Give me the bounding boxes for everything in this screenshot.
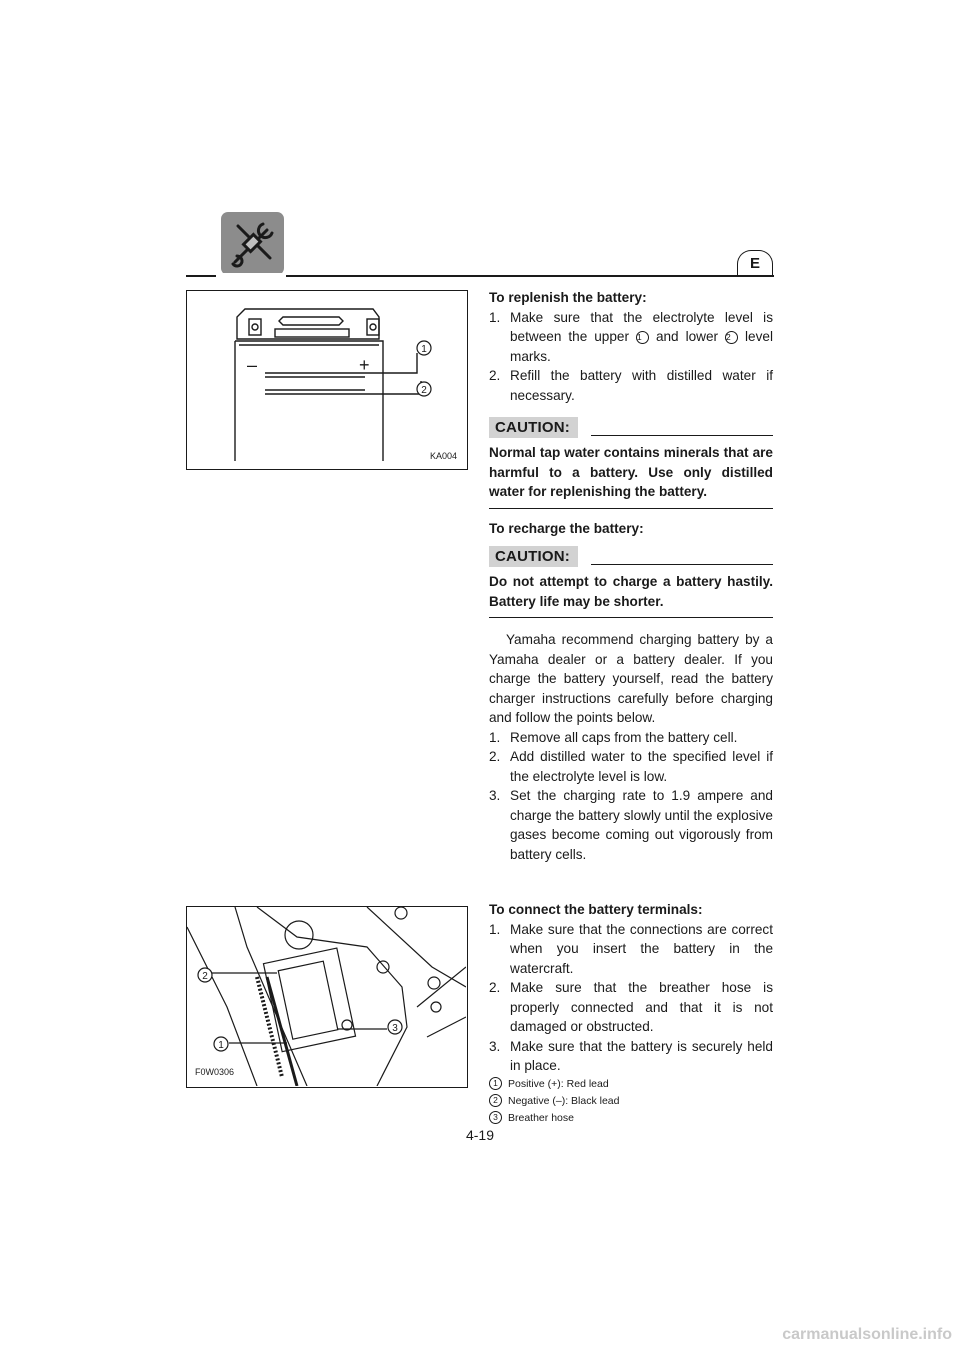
caution-text: Normal tap water contains minerals that are harmful to a battery. Use only distilled water for replenishing the battery. — [489, 445, 773, 499]
recharge-step-1: 1. Remove all caps from the battery cell. — [489, 729, 738, 745]
figure-code: KA004 — [429, 451, 457, 461]
svg-text:1: 1 — [421, 344, 427, 355]
battery-terminals-figure — [186, 906, 468, 1088]
svg-text:2: 2 — [421, 385, 427, 396]
figure-code: F0W0306 — [195, 1067, 235, 1077]
caution-text: Do not attempt to charge a battery hastily. Battery life may be shorter. — [489, 574, 773, 609]
legend-item-3: 3 Breather hose — [489, 1110, 773, 1127]
connect-step-1: 1. Make sure that the connections are correct when you insert the battery in the watercraft. — [489, 921, 773, 976]
terminals-illustration — [187, 907, 466, 1086]
connect-step-3: 3. Make sure that the battery is securely held in place. — [489, 1038, 773, 1073]
caution-header — [489, 415, 773, 441]
minus-sign: – — [247, 355, 258, 375]
caution-end-rule — [489, 617, 773, 618]
page-number: 4-19 — [465, 1127, 495, 1143]
section-icon-box — [221, 212, 284, 275]
battery-level-figure — [186, 290, 468, 470]
text-column — [489, 288, 773, 864]
replenish-step-1: 1. Make sure that the electrolyte level is between the upper 1 and lower 2 level marks. — [489, 309, 773, 364]
battery-illustration — [187, 291, 466, 468]
caution-end-rule — [489, 508, 773, 509]
svg-text:2: 2 — [202, 971, 208, 982]
recharge-step-3: 3. Set the charging rate to 1.9 ampere and charge the battery slowly until the explosive gases become coming out vigorously from battery cells. — [489, 788, 773, 862]
caution-label: CAUTION: — [489, 546, 578, 567]
callout-1 — [417, 341, 431, 355]
callout-2 — [198, 968, 212, 982]
lower-mark-callout: 2 — [725, 331, 738, 344]
recharge-step-2: 2. Add distilled water to the specified level if the electrolyte level is low. — [489, 749, 773, 784]
connect-section — [489, 900, 773, 1127]
legend-item-2: 2 Negative (–): Black lead — [489, 1093, 773, 1110]
replenish-step-2: 2. Refill the battery with distilled water if necessary. — [489, 368, 773, 403]
watermark: carmanualsonline.info — [782, 1326, 952, 1343]
caution-label: CAUTION: — [489, 417, 578, 438]
callout-2 — [417, 382, 431, 396]
upper-mark-callout: 1 — [636, 331, 649, 344]
header-rule-gap — [216, 273, 286, 279]
tools-icon — [221, 212, 284, 275]
callout-3 — [388, 1020, 402, 1034]
svg-text:3: 3 — [392, 1023, 398, 1034]
connect-step-2: 2. Make sure that the breather hose is properly connected and that it is not damaged or obstructed. — [489, 980, 773, 1034]
recharge-heading: To recharge the battery: — [489, 520, 644, 536]
callout-1 — [214, 1037, 228, 1051]
language-badge: E — [737, 250, 773, 275]
caution-header — [489, 544, 773, 570]
legend-item-1: 1 Positive (+): Red lead — [489, 1076, 773, 1093]
svg-text:1: 1 — [218, 1040, 224, 1051]
replenish-heading: To replenish the battery: — [489, 290, 647, 305]
connect-heading: To connect the battery terminals: — [489, 902, 703, 917]
plus-sign: + — [359, 355, 370, 375]
recharge-paragraph: Yamaha recommend charging battery by a Yamaha dealer or a battery dealer. If you charge the battery yourself, read the battery charger instructions carefully before charging and follow the points below. — [489, 632, 773, 725]
